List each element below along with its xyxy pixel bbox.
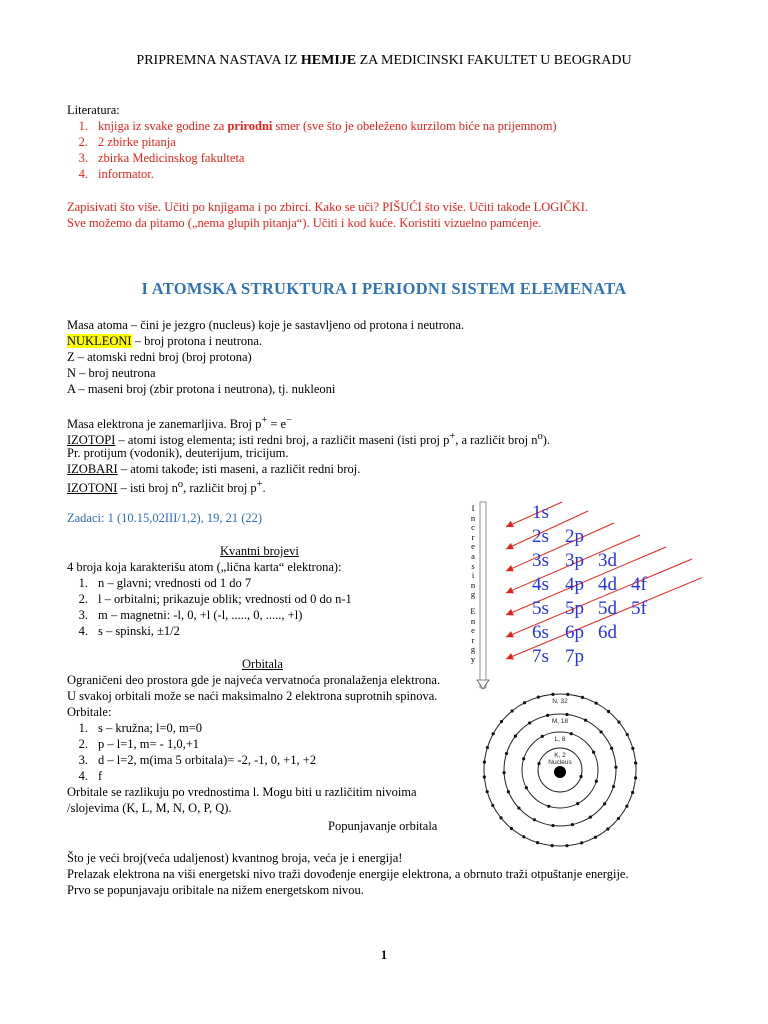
axis-letter: r <box>471 634 475 645</box>
atom-line-1: Masa atoma – čini je jezgro (nucleus) koje je sastavljeno od protona i neutrona. <box>67 318 465 332</box>
electron-dot <box>631 791 634 794</box>
electron-dot <box>486 746 489 749</box>
advice-line-1: Zapisivati što više. Učiti po knjigama i po zbirci. Kako se uči? PIŠUĆI što više. Učiti takođe LOGIČKI. <box>67 200 589 214</box>
electron-dot <box>603 802 606 805</box>
electron-dot <box>483 775 486 778</box>
electron-dot <box>536 841 539 844</box>
axis-letter: n <box>470 615 476 626</box>
electron-dot <box>606 827 609 830</box>
electron-dot <box>510 827 513 830</box>
electron-dot <box>565 713 568 716</box>
advice-line-2: Sve možemo da pitamo („nema glupih pitanja“). Učiti i kod kuće. Koristiti vizuelno pamćenje. <box>67 216 542 230</box>
electron-dot <box>486 790 489 793</box>
electron-dot <box>594 836 597 839</box>
electron-dot <box>522 757 525 760</box>
atom-line-4: N – broj neutrona <box>67 366 156 380</box>
primer-line: Pr. protijum (vodonik), deuterijum, tricijum. <box>67 446 289 460</box>
electron-dot <box>612 785 615 788</box>
list-item: 2. 2 zbirke pitanja <box>78 135 176 149</box>
electron-dot <box>576 802 579 805</box>
orbital-label: 5s <box>532 598 549 619</box>
electron-dot <box>537 762 540 765</box>
electron-dot <box>617 721 620 724</box>
electron-dot <box>607 710 610 713</box>
shell-label: N, 32 <box>552 698 568 705</box>
electron-dot <box>581 696 584 699</box>
atom-line-3: Z – atomski redni broj (broj protona) <box>67 350 252 364</box>
electron-dot <box>514 735 517 738</box>
axis-letter: s <box>471 560 475 571</box>
electron-dot <box>614 766 617 769</box>
electron-dot <box>522 835 525 838</box>
electron-dot <box>580 841 583 844</box>
electron-dot <box>507 790 510 793</box>
electron-dot <box>570 732 573 735</box>
electron-dot <box>584 719 587 722</box>
popunjavanje-line-3: Prvo se popunjavaju oribitale na nižem energetskom nivou. <box>67 883 364 897</box>
electron-dot <box>492 732 495 735</box>
orbital-label: 7p <box>565 646 584 667</box>
electron-dot <box>579 775 582 778</box>
electron-dot <box>565 844 568 847</box>
axis-letter: e <box>471 625 475 636</box>
electron-dot <box>546 714 549 717</box>
nukleoni-highlight: NUKLEONI <box>67 334 132 348</box>
electron-dot <box>551 824 554 827</box>
kvantni-intro: 4 broja koja karakterišu atom („lična karta“ elektrona): <box>67 560 342 574</box>
elektron-line-1: Masa elektrona je zanemarljiva. Broj p+ = e− <box>67 415 292 432</box>
list-item: 2. p – l=1, m= - 1,0,+1 <box>78 737 200 751</box>
kvantni-list <box>70 575 430 639</box>
list-item: 3. d – l=2, m(ima 5 orbitala)= -2, -1, 0, +1, +2 <box>78 753 317 767</box>
electron-dot <box>505 752 508 755</box>
axis-letter: i <box>471 570 475 581</box>
orbital-label: 4s <box>532 574 549 595</box>
list-item: 3. m – magnetni: -l, 0, +l (-l, ....., 0, ....., +l) <box>78 608 303 622</box>
electron-dot <box>525 786 528 789</box>
electron-dot <box>571 823 574 826</box>
shell-label: L, 8 <box>554 736 566 743</box>
popunjavanje-line-2: Prelazak elektrona na viši energetski nivo traži dovođenje energije elektrona, a obrnuto traži otpuštanje energije. <box>67 867 629 881</box>
orbital-label: 1s <box>532 502 549 523</box>
shell-label: M, 18 <box>551 718 569 725</box>
orbitala-title: Orbitala <box>242 657 283 671</box>
electron-dot <box>499 816 502 819</box>
orbital-label: 4p <box>565 574 584 595</box>
electron-dot <box>631 747 634 750</box>
electron-dot <box>491 804 494 807</box>
electron-dot <box>533 818 536 821</box>
orbitala-line-2: U svakoj orbitali može se naći maksimalno 2 elektrona suprotnih spinova. <box>67 689 438 703</box>
electron-dot <box>634 776 637 779</box>
axis-letter: I <box>471 503 475 513</box>
shell-svg <box>478 668 643 868</box>
page-number: 1 <box>380 948 388 962</box>
orbital-label: 2p <box>565 526 584 547</box>
electron-dot <box>595 702 598 705</box>
orbital-label: 6p <box>565 622 584 643</box>
page-header: PRIPREMNA NASTAVA IZ HEMIJE ZA MEDICINSKI FAKULTET U BEOGRADU <box>136 53 632 68</box>
electron-dot <box>547 805 550 808</box>
electron-dot <box>592 751 595 754</box>
electron-dot <box>589 815 592 818</box>
axis-letter: r <box>471 531 475 542</box>
izobari-line: IZOBARI – atomi takođe; isti maseni, a različit redni broj. <box>67 462 361 476</box>
orbital-label: 4d <box>598 574 617 595</box>
nucleus <box>554 766 566 778</box>
electron-dot <box>517 806 520 809</box>
electron-dot <box>537 696 540 699</box>
axis-letter: n <box>470 579 476 590</box>
axis-letter: y <box>470 653 476 664</box>
list-item: 3. zbirka Medicinskog fakulteta <box>78 151 245 165</box>
atom-line-2: NUKLEONI – broj protona i neutrona. <box>67 334 263 348</box>
orbital-label: 5f <box>631 598 647 619</box>
shell-diagram <box>478 668 643 868</box>
list-item: 4. s – spinski, ±1/2 <box>78 624 180 638</box>
orbital-label: 3d <box>598 550 617 571</box>
aufbau-diagram <box>462 500 702 690</box>
orbitala-line-1: Ograničeni deo prostora gde je najveća vervatnoća pronalaženja elektrona. <box>67 673 441 687</box>
orbital-label: 4f <box>631 574 647 595</box>
orbitala-razlikuju-1: Orbitale se razlikuju po vrednostima l. Mogu biti u različitim nivoima <box>67 785 417 799</box>
electron-dot <box>523 701 526 704</box>
literatura-list <box>70 118 630 182</box>
axis-letter: g <box>470 589 476 600</box>
orbital-label: 5d <box>598 598 617 619</box>
orbital-label: 7s <box>532 646 549 667</box>
axis-letter: c <box>471 522 475 533</box>
electron-dot <box>551 844 554 847</box>
list-item: 1. s – kružna; l=0, m=0 <box>78 721 203 735</box>
nucleus-label: Nucleus <box>548 759 572 766</box>
electron-dot <box>617 817 620 820</box>
electron-dot <box>625 805 628 808</box>
izotopi-line: IZOTOPI – atomi istog elementa; isti redni broj, a različit maseni (isti proj p+, a različit broj $n^o$). <box>67 431 550 448</box>
list-item: 4. informator. <box>78 167 154 181</box>
popunjavanje-line-1: Što je veći broj(veća udaljenost) kvantnog broja, veća je i energija! <box>67 851 403 865</box>
orbitala-razlikuju-2: /slojevima (K, L, M, N, O, P, Q). <box>67 801 232 815</box>
kvantni-title: Kvantni brojevi <box>220 544 299 558</box>
electron-dot <box>500 720 503 723</box>
literatura-label: Literatura: <box>67 103 120 117</box>
electron-dot <box>610 747 613 750</box>
zadaci-line: Zadaci: 1 (10.15,02III/1,2), 19, 21 (22) <box>67 511 263 525</box>
list-item: 1. n – glavni; vrednosti od 1 do 7 <box>78 576 252 590</box>
electron-dot <box>483 761 486 764</box>
orbital-label: 5p <box>565 598 584 619</box>
shell-label: K, 2 <box>554 752 566 759</box>
electron-dot <box>599 730 602 733</box>
electron-dot <box>566 693 569 696</box>
list-item: 1. knjiga iz svake godine za prirodni smer (sve što je obeleženo kurzilom biće na prijemnom) <box>78 119 557 133</box>
axis-letter: E <box>470 605 476 616</box>
electron-dot <box>511 709 514 712</box>
popunjavanje-title: Popunjavanje orbitala <box>328 819 438 833</box>
orbital-label: 6s <box>532 622 549 643</box>
izotoni-line: IZOTONI – isti broj $n^o$, različit broj p+. <box>67 479 266 496</box>
axis-letter: n <box>470 512 476 523</box>
axis-letter: e <box>471 541 475 552</box>
electron-dot <box>541 735 544 738</box>
axis-letter: g <box>470 644 476 655</box>
electron-dot <box>551 693 554 696</box>
electron-dot <box>528 721 531 724</box>
axis-letter: a <box>471 550 475 561</box>
list-item: 4. f <box>78 769 103 783</box>
aufbau-orbitals <box>462 500 702 690</box>
orbital-label: 2s <box>532 526 549 547</box>
orbitala-line-3: Orbitale: <box>67 705 112 719</box>
orbital-label: 3p <box>565 550 584 571</box>
electron-dot <box>634 761 637 764</box>
orbitala-list <box>70 720 430 784</box>
orbital-label: 6d <box>598 622 617 643</box>
electron-dot <box>595 780 598 783</box>
orbital-label: 3s <box>532 550 549 571</box>
electron-dot <box>502 771 505 774</box>
section-title: I ATOMSKA STRUKTURA I PERIODNI SISTEM ELEMENATA <box>141 279 627 298</box>
atom-line-5: A – maseni broj (zbir protona i neutrona), tj. nukleoni <box>67 382 336 396</box>
electron-dot <box>626 733 629 736</box>
list-item: 2. l – orbitalni; prikazuje oblik; vrednosti od 0 do n-1 <box>78 592 352 606</box>
